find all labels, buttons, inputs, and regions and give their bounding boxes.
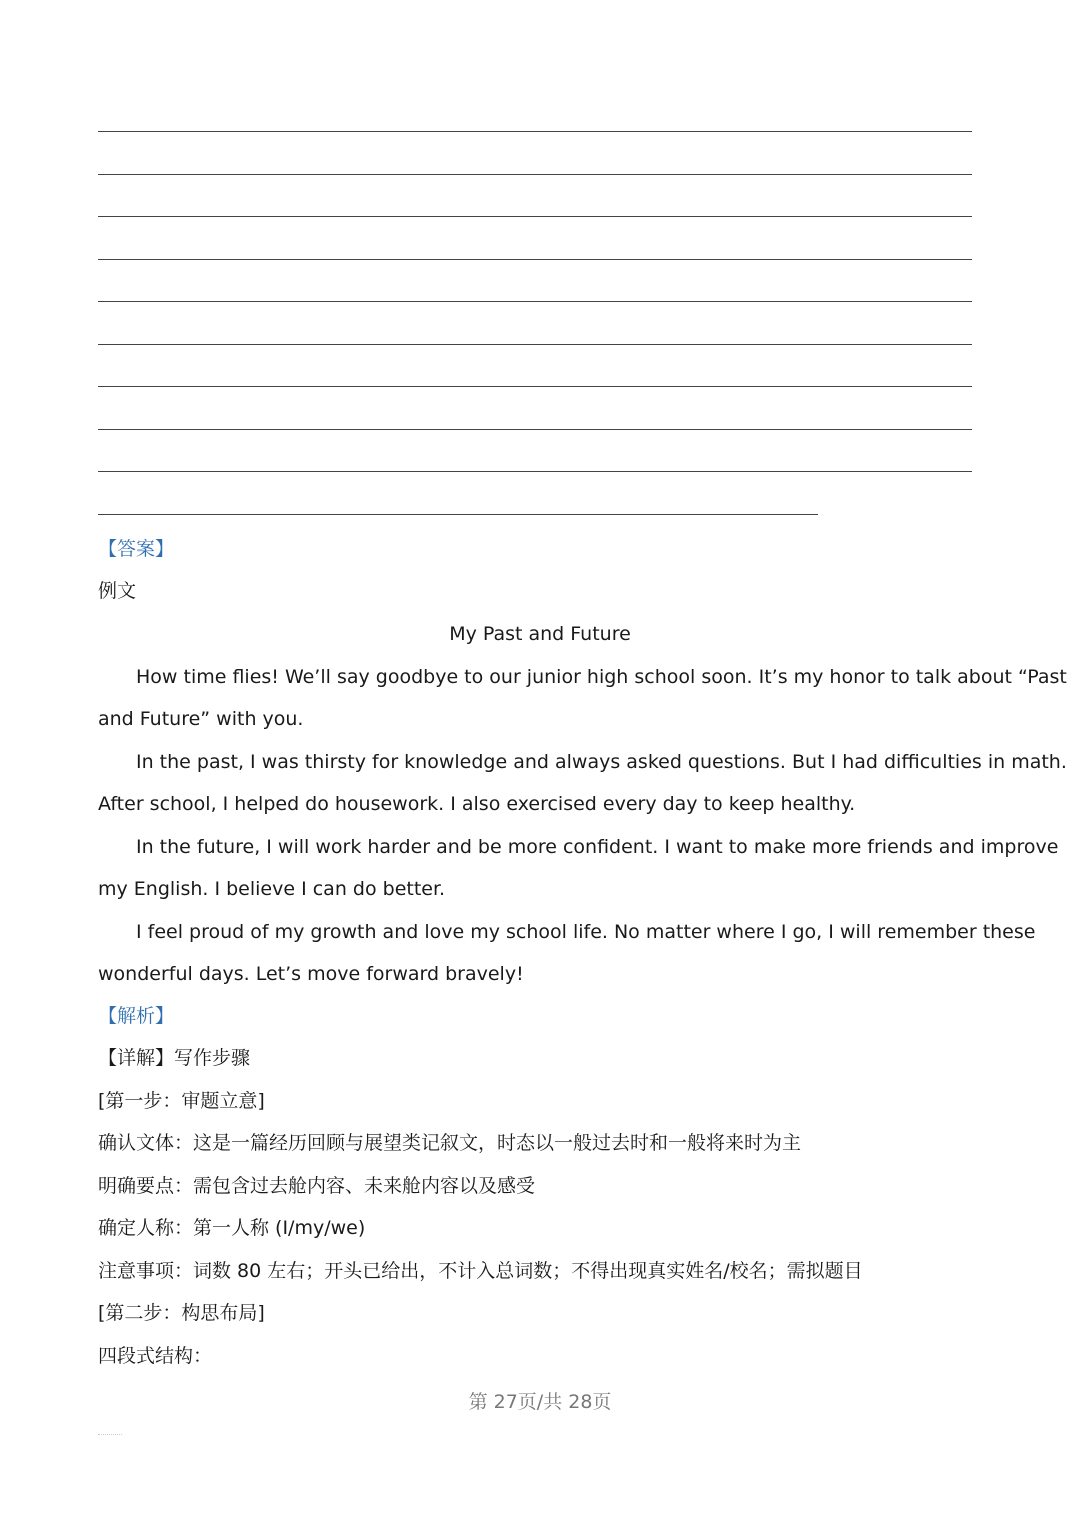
essay-title: My Past and Future bbox=[449, 623, 631, 645]
writing-line bbox=[98, 216, 972, 217]
corner-mark bbox=[98, 1434, 122, 1435]
essay-line: How time flies! We’ll say goodbye to our junior high school soon. It’s my honor to talk about “Past bbox=[136, 666, 1067, 688]
writing-line bbox=[98, 259, 972, 260]
writing-line bbox=[98, 174, 972, 175]
analysis-step-1: [第一步：审题立意] bbox=[98, 1090, 265, 1112]
essay-line: my English. I believe I can do better. bbox=[98, 878, 446, 900]
writing-line bbox=[98, 386, 972, 387]
essay-line: In the future, I will work harder and be more confident. I want to make more friends and improve bbox=[136, 836, 1059, 858]
analysis-points: 明确要点：需包含过去舱内容、未来舱内容以及感受 bbox=[98, 1175, 536, 1197]
essay-line: and Future” with you. bbox=[98, 708, 304, 730]
essay-line: I feel proud of my growth and love my school life. No matter where I go, I will remember these bbox=[136, 921, 1036, 943]
essay-line: After school, I helped do housework. I also exercised every day to keep healthy. bbox=[98, 793, 856, 815]
analysis-structure: 四段式结构： bbox=[98, 1345, 213, 1367]
analysis-person: 确定人称：第一人称 (I/my/we) bbox=[98, 1217, 366, 1239]
writing-line bbox=[98, 471, 972, 472]
analysis-step-2: [第二步：构思布局] bbox=[98, 1302, 265, 1324]
example-label: 例文 bbox=[98, 580, 137, 602]
answer-heading: 【答案】 bbox=[98, 538, 175, 560]
page-number: 第 27页/共 28页 bbox=[468, 1391, 612, 1413]
writing-line-last bbox=[98, 514, 818, 515]
analysis-genre: 确认文体：这是一篇经历回顾与展望类记叙文，时态以一般过去时和一般将来时为主 bbox=[98, 1132, 802, 1154]
writing-line bbox=[98, 344, 972, 345]
writing-line bbox=[98, 429, 972, 430]
essay-line: wonderful days. Let’s move forward bravely! bbox=[98, 963, 524, 985]
writing-line bbox=[98, 131, 972, 132]
analysis-detail: 【详解】写作步骤 bbox=[98, 1047, 251, 1069]
analysis-notes: 注意事项：词数 80 左右；开头已给出，不计入总词数；不得出现真实姓名/校名；需拟题目 bbox=[98, 1260, 863, 1282]
essay-line: In the past, I was thirsty for knowledge and always asked questions. But I had difficulties in math. bbox=[136, 751, 1067, 773]
analysis-heading: 【解析】 bbox=[98, 1005, 175, 1027]
writing-line bbox=[98, 301, 972, 302]
